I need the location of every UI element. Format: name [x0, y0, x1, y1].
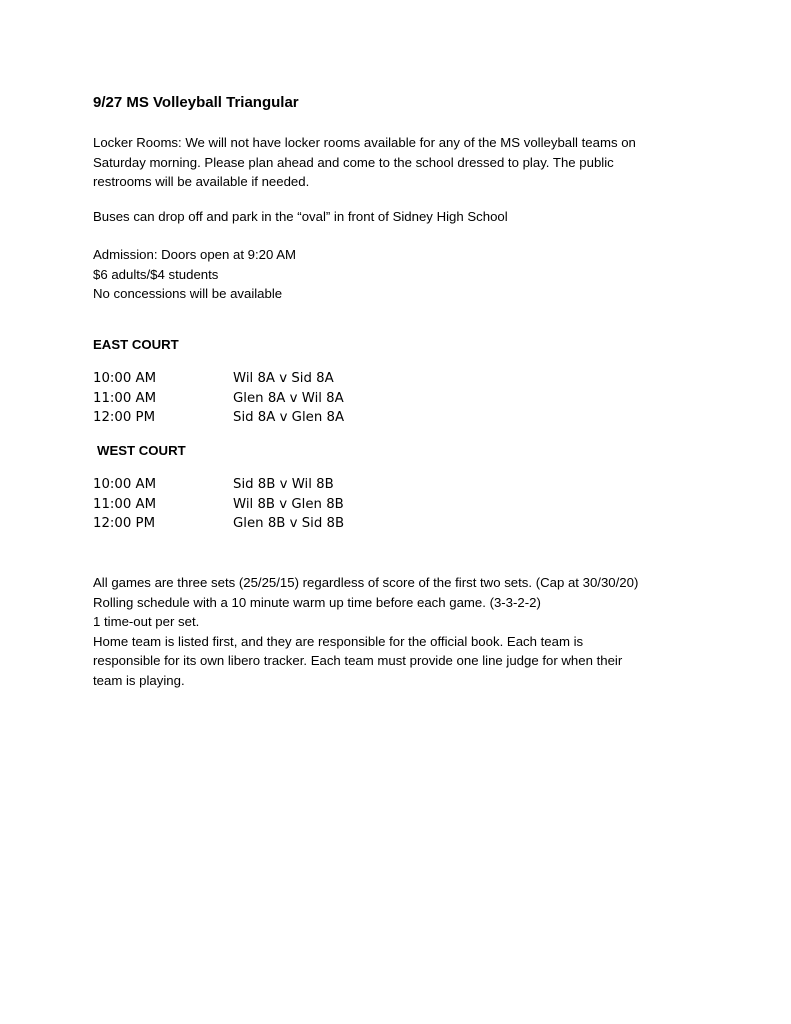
game-match: Wil 8B v Glen 8B [233, 496, 344, 512]
schedule-row [93, 369, 344, 389]
admission-line: $6 adults/$4 students [93, 266, 219, 282]
buses-paragraph [93, 207, 713, 227]
schedule-row [93, 514, 344, 534]
schedule-row [93, 408, 344, 428]
locker-rooms-paragraph [93, 133, 713, 192]
game-match: Sid 8B v Wil 8B [233, 477, 334, 492]
west-court-schedule [93, 475, 344, 534]
east-court-schedule [93, 369, 344, 428]
game-time: 10:00 AM [93, 371, 157, 386]
game-match: Glen 8A v Wil 8A [233, 390, 344, 406]
document-title: 9/27 MS Volleyball Triangular [93, 94, 299, 111]
game-time: 12:00 PM [93, 410, 156, 426]
rules-line: team is playing. [93, 672, 185, 688]
game-match: Sid 8A v Glen 8A [233, 410, 345, 426]
admission-line: No concessions will be available [93, 286, 283, 301]
rules-line: Rolling schedule with a 10 minute warm up time before each game. (3-3-2-2) [93, 594, 541, 610]
game-time: 11:00 AM [93, 390, 157, 406]
game-match: Wil 8A v Sid 8A [233, 371, 334, 386]
game-time: 11:00 AM [93, 496, 157, 512]
rules-line: responsible for its own libero tracker. Each team must provide one line judge for when their [93, 653, 623, 668]
rules-line: 1 time-out per set. [93, 614, 200, 629]
schedule-row [93, 389, 344, 409]
admission-paragraph [93, 245, 713, 304]
rules-line: All games are three sets (25/25/15) regardless of score of the first two sets. (Cap at 30/30/20) [93, 575, 639, 590]
admission-line: Admission: Doors open at 9:20 AM [93, 247, 297, 262]
schedule-row [93, 495, 344, 515]
rules-paragraph [93, 573, 713, 690]
game-match: Glen 8B v Sid 8B [233, 516, 345, 532]
locker-rooms-line: Locker Rooms: We will not have locker rooms available for any of the MS volleyball teams on [93, 135, 636, 150]
game-time: 12:00 PM [93, 516, 156, 532]
east-court-heading: EAST COURT [93, 337, 179, 352]
west-court-heading: WEST COURT [97, 443, 186, 458]
game-time: 10:00 AM [93, 477, 157, 492]
schedule-row [93, 475, 344, 495]
buses-line: Buses can drop off and park in the “oval” in front of Sidney High School [93, 209, 508, 224]
rules-line: Home team is listed first, and they are responsible for the official book. Each team is [93, 633, 584, 649]
locker-rooms-line: Saturday morning. Please plan ahead and come to the school dressed to play. The public [93, 154, 614, 170]
locker-rooms-line: restrooms will be available if needed. [93, 174, 310, 189]
